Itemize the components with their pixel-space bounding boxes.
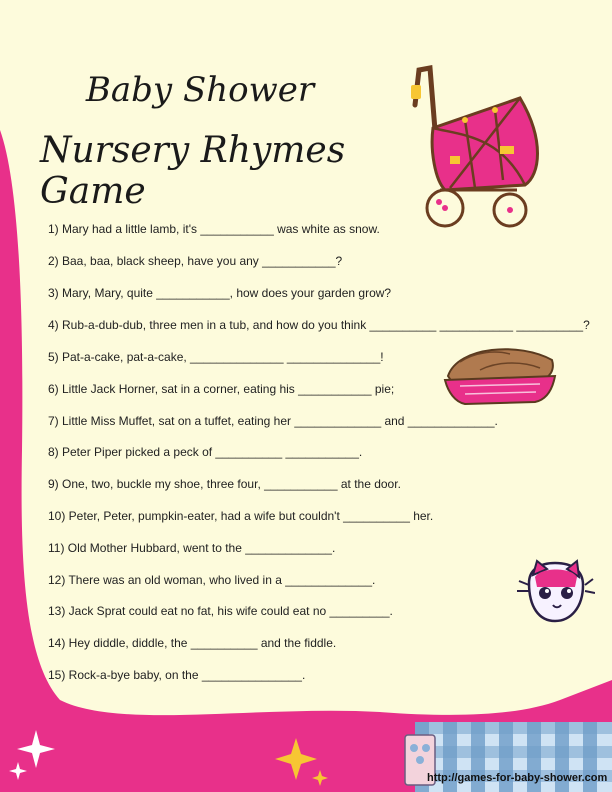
question-8: 8) Peter Piper picked a peck of __________ ___________. — [48, 445, 363, 459]
cat-icon — [515, 555, 595, 635]
question-2: 2) Baa, baa, black sheep, have you any ___________? — [48, 254, 343, 268]
question-1: 1) Mary had a little lamb, it's ___________ was white as snow. — [48, 222, 380, 236]
question-12: 12) There was an old woman, who lived in a _____________. — [48, 573, 376, 587]
title-line-2: Nursery Rhymes Game — [40, 130, 346, 212]
question-5: 5) Pat-a-cake, pat-a-cake, ______________ ______________! — [48, 350, 384, 364]
pie-icon — [440, 340, 560, 410]
question-4: 4) Rub-a-dub-dub, three men in a tub, and how do you think __________ ___________ __________? — [48, 318, 590, 332]
pram-icon — [405, 60, 565, 240]
question-13: 13) Jack Sprat could eat no fat, his wife could eat no _________. — [48, 604, 393, 618]
website-link[interactable]: http://games-for-baby-shower.com — [427, 772, 608, 784]
question-11: 11) Old Mother Hubbard, went to the _____________. — [48, 541, 336, 555]
question-10: 10) Peter, Peter, pumpkin-eater, had a wife but couldn't __________ her. — [48, 509, 434, 523]
title-line-1: Baby Shower — [85, 70, 315, 110]
question-14: 14) Hey diddle, diddle, the __________ and the fiddle. — [48, 636, 337, 650]
question-6: 6) Little Jack Horner, sat in a corner, eating his ___________ pie; — [48, 382, 395, 396]
question-9: 9) One, two, buckle my shoe, three four, ___________ at the door. — [48, 477, 401, 491]
question-3: 3) Mary, Mary, quite ___________, how does your garden grow? — [48, 286, 392, 300]
question-15: 15) Rock-a-bye baby, on the _______________. — [48, 668, 306, 682]
question-7: 7) Little Miss Muffet, sat on a tuffet, eating her _____________ and _____________. — [48, 414, 498, 428]
